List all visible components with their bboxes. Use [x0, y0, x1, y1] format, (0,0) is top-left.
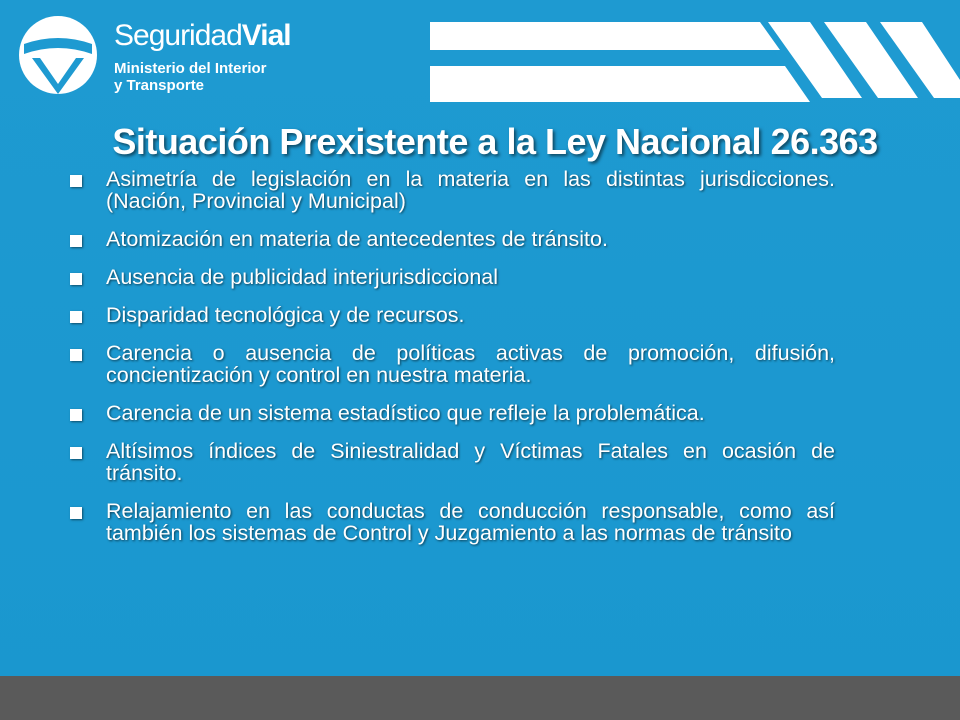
bullet-square-icon [70, 349, 82, 361]
slide-title: Situación Prexistente a la Ley Nacional 26.363 [112, 121, 878, 162]
decorative-stripes [430, 22, 960, 102]
seguridad-vial-logo [18, 14, 291, 104]
stripe-bottom [430, 66, 810, 102]
ministry-line-2: y Transporte [114, 77, 205, 94]
bullet-square-icon [70, 311, 82, 323]
bullet-text: Carencia o ausencia de políticas activas de promoción, difusión, concientización y control en nuestra materia. [106, 341, 835, 387]
bullet-item [70, 500, 835, 544]
ministry-line-1: Ministerio del Interior [114, 60, 267, 77]
bullet-square-icon [70, 507, 82, 519]
bullet-text: Relajamiento en las conductas de conducción responsable, como así también los sistemas de Control y Juzgamiento a las normas de tránsito [106, 499, 835, 545]
bullet-square-icon [70, 447, 82, 459]
bullet-item [70, 304, 835, 326]
logo-text [114, 18, 291, 94]
footer-bar [0, 676, 960, 720]
ministry-name [114, 60, 291, 94]
bullet-text: Altísimos índices de Siniestralidad y Víctimas Fatales en ocasión de tránsito. [106, 439, 835, 485]
bullet-item [70, 168, 835, 212]
brand-part-1: Seguridad [114, 19, 242, 52]
bullet-text: Atomización en materia de antecedentes de tránsito. [106, 227, 608, 251]
bullet-square-icon [70, 273, 82, 285]
bullet-square-icon [70, 175, 82, 187]
bullet-square-icon [70, 409, 82, 421]
bullet-item [70, 228, 835, 250]
bullet-text: Asimetría de legislación en la materia en las distintas jurisdicciones. (Nación, Provincial y Municipal) [106, 167, 835, 213]
seguridad-vial-emblem-icon [18, 14, 98, 96]
bullet-text: Disparidad tecnológica y de recursos. [106, 303, 465, 327]
brand-name [114, 18, 291, 54]
stripe-top [430, 22, 780, 50]
bullet-item [70, 342, 835, 386]
bullet-text: Carencia de un sistema estadístico que refleje la problemática. [106, 401, 705, 425]
brand-part-2: Vial [241, 19, 291, 52]
bullet-item [70, 266, 835, 288]
bullet-item [70, 440, 835, 484]
bullet-text: Ausencia de publicidad interjurisdiccional [106, 265, 499, 289]
bullet-item [70, 402, 835, 424]
bullet-list [70, 168, 835, 560]
bullet-square-icon [70, 235, 82, 247]
